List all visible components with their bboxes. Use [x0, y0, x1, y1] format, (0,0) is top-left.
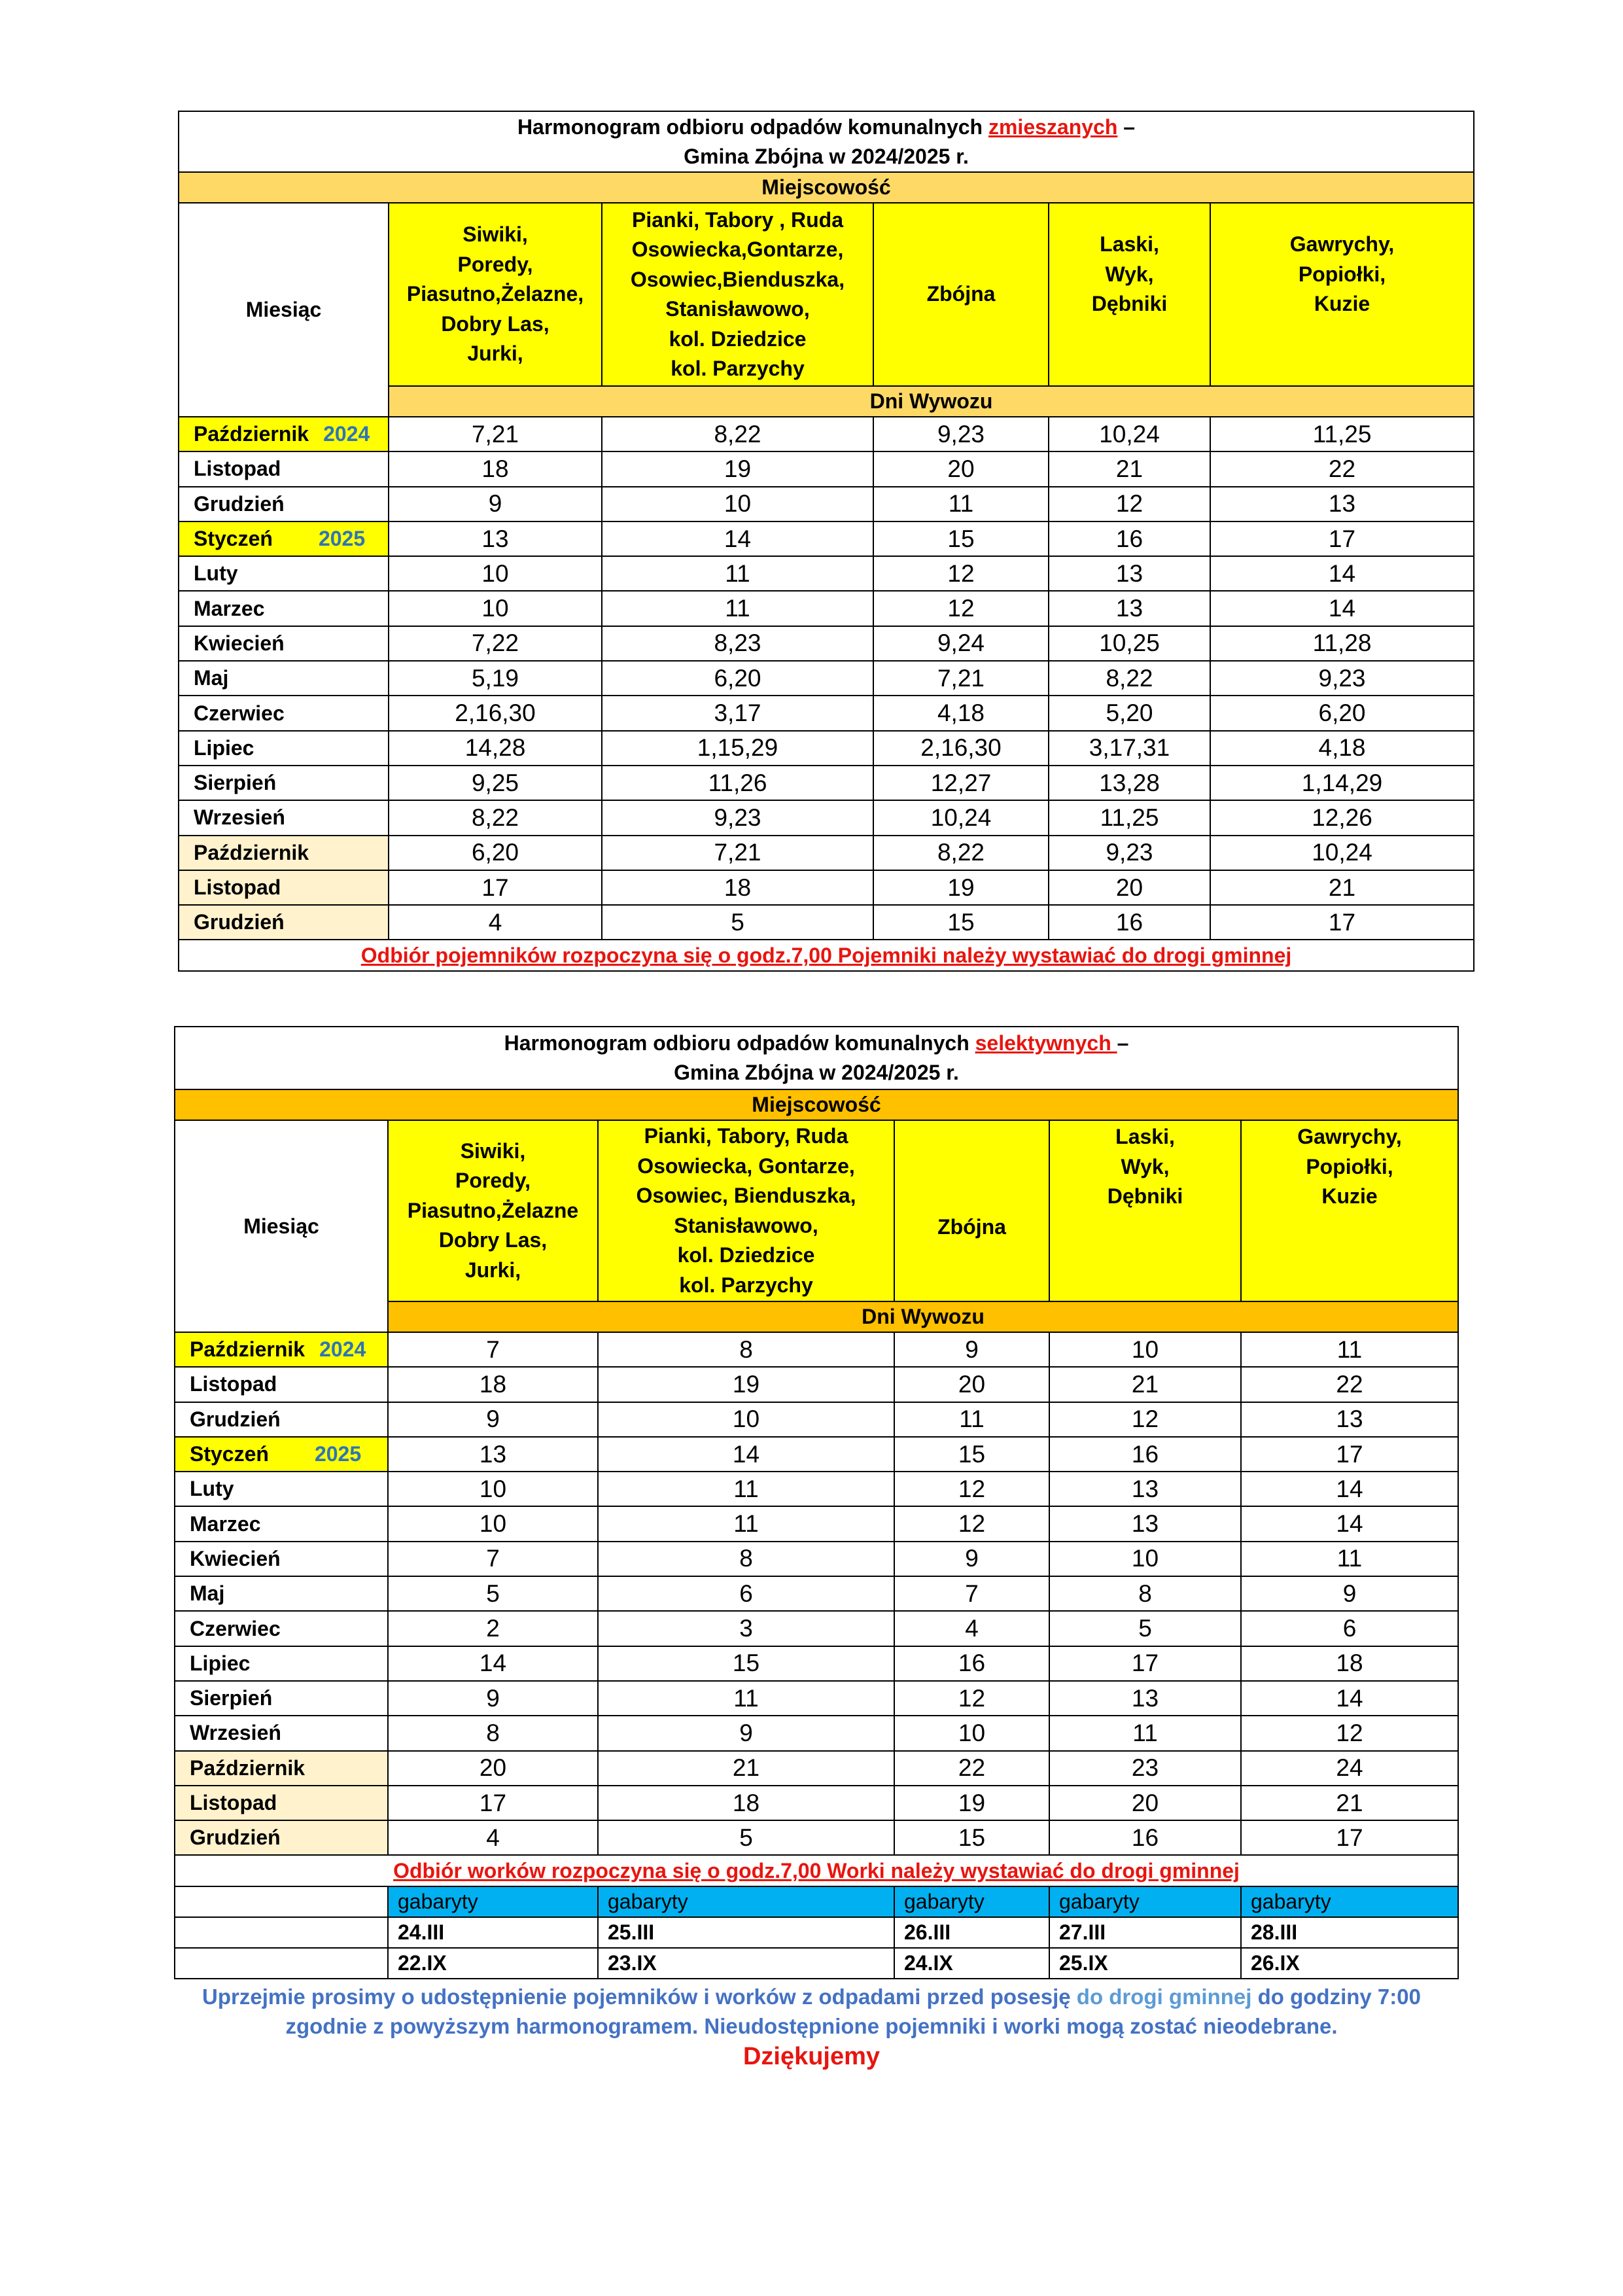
month-label: Sierpień	[194, 771, 277, 795]
month-cell	[179, 521, 389, 556]
month-label: Listopad	[194, 457, 281, 481]
pickup-day-cell: 9	[389, 487, 602, 521]
pickup-day-cell: 21	[598, 1751, 894, 1786]
pickup-day-cell: 11	[1241, 1542, 1458, 1576]
pickup-day-cell: 22	[1210, 451, 1474, 486]
column-header: Siwiki, Poredy, Piasutno,Żelazne, Dobry Las, Jurki,	[389, 203, 602, 386]
pickup-day-cell: 21	[1049, 1367, 1241, 1402]
pickup-day-cell: 10	[1049, 1332, 1241, 1367]
pickup-day-cell: 10	[388, 1472, 598, 1506]
pickup-day-cell: 10	[388, 1506, 598, 1541]
pickup-day-cell: 5,19	[389, 661, 602, 696]
pickup-day-cell: 10,25	[1049, 626, 1210, 661]
pickup-day-cell: 7	[388, 1542, 598, 1576]
month-cell	[179, 556, 389, 591]
column-header: Pianki, Tabory, Ruda Osowiecka, Gontarze, Osowiec, Bienduszka, Stanisławowo, kol. Dziedzice kol. Parzychy	[598, 1120, 894, 1301]
column-header: Zbójna	[873, 203, 1049, 386]
month-label: Kwiecień	[190, 1546, 281, 1570]
table-row	[175, 1542, 1458, 1576]
pickup-day-cell: 17	[388, 1786, 598, 1820]
pickup-day-cell: 13	[1049, 1472, 1241, 1506]
pickup-day-cell: 9	[598, 1716, 894, 1750]
empty-cell	[175, 1886, 388, 1917]
pickup-day-cell: 9	[894, 1332, 1049, 1367]
pickup-day-cell: 5	[1049, 1611, 1241, 1646]
bulky-waste-row	[175, 1886, 1458, 1917]
pickup-day-cell: 16	[1049, 521, 1210, 556]
bulky-label: gabaryty	[1049, 1886, 1241, 1917]
month-cell	[179, 626, 389, 661]
year-label: 2024	[323, 422, 370, 446]
month-cell	[175, 1681, 388, 1716]
pickup-day-cell: 14	[1210, 591, 1474, 626]
table-row	[179, 661, 1474, 696]
month-label: Lipiec	[194, 735, 254, 760]
pickup-day-cell: 9,25	[389, 766, 602, 800]
column-header: Zbójna	[894, 1120, 1049, 1301]
pickup-day-cell: 20	[873, 451, 1049, 486]
pickup-day-cell: 15	[873, 521, 1049, 556]
column-header: Laski, Wyk, Dębniki	[1049, 203, 1210, 386]
pickup-day-cell: 14	[1241, 1681, 1458, 1716]
pickup-day-cell: 8,22	[873, 836, 1049, 870]
pickup-day-cell: 18	[1241, 1646, 1458, 1681]
table-row	[175, 1576, 1458, 1611]
location-header: Miejscowość	[175, 1089, 1458, 1120]
pickup-day-cell: 5	[598, 1820, 894, 1855]
pickup-day-cell: 16	[1049, 1820, 1241, 1855]
pickup-day-cell: 18	[598, 1786, 894, 1820]
empty-cell	[175, 1948, 388, 1979]
pickup-day-cell: 2,16,30	[389, 696, 602, 730]
pickup-day-cell: 13	[1210, 487, 1474, 521]
table-row	[179, 696, 1474, 730]
month-label: Grudzień	[190, 1826, 281, 1850]
pickup-day-cell: 10	[894, 1716, 1049, 1750]
table-row	[175, 1820, 1458, 1855]
month-cell	[175, 1437, 388, 1472]
bulky-date: 23.IX	[598, 1948, 894, 1979]
month-cell	[175, 1611, 388, 1646]
pickup-day-cell: 6,20	[602, 661, 873, 696]
pickup-day-cell: 6,20	[1210, 696, 1474, 730]
days-header: Dni Wywozu	[389, 386, 1474, 417]
pickup-day-cell: 6,20	[389, 836, 602, 870]
table-row	[179, 556, 1474, 591]
month-cell	[179, 417, 389, 451]
table-row	[175, 1472, 1458, 1506]
month-label: Listopad	[190, 1372, 277, 1396]
pickup-day-cell: 11	[598, 1472, 894, 1506]
table-row	[175, 1506, 1458, 1541]
month-cell	[175, 1472, 388, 1506]
pickup-day-cell: 9	[388, 1681, 598, 1716]
pickup-day-cell: 12	[894, 1681, 1049, 1716]
bulky-date: 26.III	[894, 1917, 1049, 1948]
pickup-day-cell: 2	[388, 1611, 598, 1646]
pickup-day-cell: 9	[1241, 1576, 1458, 1611]
pickup-day-cell: 8,22	[1049, 661, 1210, 696]
month-label: Czerwiec	[190, 1616, 281, 1640]
pickup-day-cell: 11	[598, 1506, 894, 1541]
bulky-dates-row	[175, 1917, 1458, 1948]
pickup-day-cell: 19	[598, 1367, 894, 1402]
month-label: Listopad	[190, 1791, 277, 1814]
pickup-day-cell: 10	[598, 1402, 894, 1437]
pickup-day-cell: 19	[602, 451, 873, 486]
pickup-day-cell: 4	[389, 905, 602, 940]
table-row	[179, 800, 1474, 835]
month-cell	[179, 766, 389, 800]
pickup-day-cell: 13	[1049, 556, 1210, 591]
pickup-day-cell: 6	[1241, 1611, 1458, 1646]
mixed-waste-schedule-table	[178, 111, 1475, 972]
pickup-day-cell: 14	[1210, 556, 1474, 591]
month-cell	[175, 1820, 388, 1855]
table-title: Harmonogram odbioru odpadów komunalnych zmieszanych – Gmina Zbójna w 2024/2025 r.	[179, 111, 1474, 172]
pickup-day-cell: 11,25	[1210, 417, 1474, 451]
pickup-day-cell: 17	[1049, 1646, 1241, 1681]
footer-line-1: Uprzejmie prosimy o udostępnienie pojemników i worków z odpadami przed posesję do drogi gminnej do godziny 7:00	[202, 1985, 1421, 2009]
thanks-text: Dziękujemy	[742, 2043, 881, 2070]
pickup-day-cell: 16	[1049, 905, 1210, 940]
month-cell	[179, 451, 389, 486]
table-row	[175, 1367, 1458, 1402]
bulky-date: 22.IX	[388, 1948, 598, 1979]
schedule-rows	[175, 1332, 1458, 1855]
year-label: 2025	[318, 527, 366, 551]
pickup-day-cell: 8	[598, 1542, 894, 1576]
pickup-day-cell: 11	[1241, 1332, 1458, 1367]
pickup-day-cell: 8,23	[602, 626, 873, 661]
pickup-day-cell: 7	[388, 1332, 598, 1367]
bulky-date: 24.III	[388, 1917, 598, 1948]
pickup-day-cell: 11	[602, 591, 873, 626]
pickup-day-cell: 21	[1241, 1786, 1458, 1820]
bulky-date: 24.IX	[894, 1948, 1049, 1979]
bulky-label: gabaryty	[598, 1886, 894, 1917]
table-row	[179, 836, 1474, 870]
month-label: Czerwiec	[194, 701, 285, 725]
pickup-day-cell: 12	[1241, 1716, 1458, 1750]
days-header: Dni Wywozu	[388, 1301, 1458, 1332]
pickup-day-cell: 18	[388, 1367, 598, 1402]
month-label: Marzec	[194, 596, 265, 620]
month-label: Maj	[194, 666, 229, 690]
pickup-day-cell: 10,24	[1049, 417, 1210, 451]
pickup-day-cell: 18	[389, 451, 602, 486]
table-row	[179, 870, 1474, 905]
month-cell	[175, 1506, 388, 1541]
pickup-day-cell: 10	[389, 556, 602, 591]
month-label: Grudzień	[190, 1407, 281, 1431]
pickup-day-cell: 22	[894, 1751, 1049, 1786]
footer-line-2: zgodnie z powyższym harmonogramem. Nieudostępnione pojemniki i worki mogą zostać nieodebrane.	[285, 2014, 1338, 2038]
pickup-day-cell: 5	[388, 1576, 598, 1611]
pickup-day-cell: 20	[1049, 870, 1210, 905]
pickup-day-cell: 16	[894, 1646, 1049, 1681]
pickup-day-cell: 4,18	[1210, 731, 1474, 766]
pickup-day-cell: 15	[894, 1437, 1049, 1472]
month-cell	[175, 1716, 388, 1750]
pickup-day-cell: 17	[1241, 1820, 1458, 1855]
pickup-day-cell: 17	[1210, 905, 1474, 940]
pickup-day-cell: 10	[389, 591, 602, 626]
month-label: Wrzesień	[190, 1721, 281, 1745]
pickup-day-cell: 10	[1049, 1542, 1241, 1576]
selective-waste-schedule-table	[174, 1026, 1459, 1979]
month-label: Sierpień	[190, 1686, 273, 1710]
month-label: Listopad	[194, 875, 281, 899]
month-label: Wrzesień	[194, 805, 285, 830]
pickup-day-cell: 8	[388, 1716, 598, 1750]
pickup-day-cell: 22	[1241, 1367, 1458, 1402]
table-row	[175, 1332, 1458, 1367]
pickup-day-cell: 7,21	[873, 661, 1049, 696]
bulky-label: gabaryty	[388, 1886, 598, 1917]
pickup-day-cell: 12	[1049, 1402, 1241, 1437]
month-label: Październik	[190, 1756, 305, 1780]
pickup-day-cell: 8	[598, 1332, 894, 1367]
month-cell	[179, 487, 389, 521]
empty-cell	[175, 1917, 388, 1948]
month-cell	[179, 870, 389, 905]
pickup-day-cell: 1,15,29	[602, 731, 873, 766]
column-header: Pianki, Tabory , Ruda Osowiecka,Gontarze, Osowiec,Bienduszka, Stanisławowo, kol. Dziedzice kol. Parzychy	[602, 203, 873, 386]
pickup-day-cell: 8	[1049, 1576, 1241, 1611]
table-row	[179, 521, 1474, 556]
pickup-day-cell: 12	[1049, 487, 1210, 521]
pickup-note: Odbiór pojemników rozpoczyna się o godz.7,00 Pojemniki należy wystawiać do drogi gminnej	[179, 940, 1474, 971]
month-cell	[179, 800, 389, 835]
pickup-day-cell: 13	[1049, 591, 1210, 626]
month-cell	[179, 836, 389, 870]
month-cell	[179, 591, 389, 626]
table-row	[179, 487, 1474, 521]
bulky-label: gabaryty	[894, 1886, 1049, 1917]
table-row	[175, 1611, 1458, 1646]
pickup-day-cell: 24	[1241, 1751, 1458, 1786]
column-header: Gawrychy, Popiołki, Kuzie	[1210, 203, 1474, 386]
month-label: Lipiec	[190, 1651, 251, 1675]
pickup-day-cell: 10	[602, 487, 873, 521]
pickup-day-cell: 13	[1049, 1506, 1241, 1541]
pickup-day-cell: 4	[388, 1820, 598, 1855]
schedule-rows	[179, 417, 1474, 940]
table-row	[179, 451, 1474, 486]
pickup-day-cell: 20	[894, 1367, 1049, 1402]
month-cell	[179, 696, 389, 730]
pickup-day-cell: 12	[873, 591, 1049, 626]
month-header: Miesiąc	[175, 1120, 388, 1332]
pickup-day-cell: 17	[1210, 521, 1474, 556]
title-highlight: selektywnych	[975, 1031, 1117, 1055]
pickup-day-cell: 9	[894, 1542, 1049, 1576]
pickup-day-cell: 5,20	[1049, 696, 1210, 730]
pickup-day-cell: 12	[894, 1506, 1049, 1541]
pickup-day-cell: 14	[598, 1437, 894, 1472]
pickup-day-cell: 12	[894, 1472, 1049, 1506]
table-row	[179, 905, 1474, 940]
pickup-day-cell: 7,21	[602, 836, 873, 870]
column-header: Siwiki, Poredy, Piasutno,Żelazne Dobry Las, Jurki,	[388, 1120, 598, 1301]
table-row	[175, 1646, 1458, 1681]
table-row	[179, 731, 1474, 766]
pickup-day-cell: 23	[1049, 1751, 1241, 1786]
pickup-day-cell: 17	[389, 870, 602, 905]
month-cell	[179, 661, 389, 696]
pickup-day-cell: 7,21	[389, 417, 602, 451]
pickup-day-cell: 1,14,29	[1210, 766, 1474, 800]
month-cell	[175, 1786, 388, 1820]
pickup-day-cell: 7	[894, 1576, 1049, 1611]
pickup-day-cell: 8,22	[389, 800, 602, 835]
month-label: Maj	[190, 1581, 225, 1606]
pickup-day-cell: 21	[1210, 870, 1474, 905]
month-label: Październik	[190, 1337, 305, 1362]
month-cell	[175, 1751, 388, 1786]
pickup-day-cell: 9,24	[873, 626, 1049, 661]
month-cell	[175, 1367, 388, 1402]
pickup-day-cell: 13	[389, 521, 602, 556]
table-row	[175, 1716, 1458, 1750]
pickup-day-cell: 17	[1241, 1437, 1458, 1472]
year-label: 2025	[314, 1442, 362, 1466]
pickup-day-cell: 10,24	[1210, 836, 1474, 870]
bulky-date: 27.III	[1049, 1917, 1241, 1948]
month-label: Luty	[194, 561, 238, 586]
month-cell	[175, 1332, 388, 1367]
column-header: Laski, Wyk, Dębniki	[1049, 1120, 1241, 1301]
month-cell	[175, 1402, 388, 1437]
pickup-day-cell: 11	[873, 487, 1049, 521]
pickup-day-cell: 11,25	[1049, 800, 1210, 835]
pickup-day-cell: 7,22	[389, 626, 602, 661]
bulky-label: gabaryty	[1241, 1886, 1458, 1917]
table-row	[179, 417, 1474, 451]
pickup-day-cell: 15	[894, 1820, 1049, 1855]
pickup-day-cell: 3,17	[602, 696, 873, 730]
pickup-day-cell: 4,18	[873, 696, 1049, 730]
month-label: Grudzień	[194, 491, 285, 516]
pickup-day-cell: 14	[388, 1646, 598, 1681]
pickup-day-cell: 2,16,30	[873, 731, 1049, 766]
pickup-day-cell: 9,23	[873, 417, 1049, 451]
bulky-date: 25.IX	[1049, 1948, 1241, 1979]
pickup-day-cell: 11	[602, 556, 873, 591]
month-label: Marzec	[190, 1511, 261, 1536]
pickup-day-cell: 12	[873, 556, 1049, 591]
month-label: Luty	[190, 1477, 234, 1501]
month-cell	[175, 1646, 388, 1681]
table-row	[179, 766, 1474, 800]
pickup-day-cell: 16	[1049, 1437, 1241, 1472]
pickup-day-cell: 13	[1049, 1681, 1241, 1716]
pickup-day-cell: 3	[598, 1611, 894, 1646]
pickup-day-cell: 15	[873, 905, 1049, 940]
month-cell	[179, 905, 389, 940]
bulky-dates-row	[175, 1948, 1458, 1979]
pickup-day-cell: 10,24	[873, 800, 1049, 835]
pickup-day-cell: 13	[1241, 1402, 1458, 1437]
month-cell	[179, 731, 389, 766]
pickup-day-cell: 11	[598, 1681, 894, 1716]
month-label: Październik	[194, 422, 309, 446]
pickup-day-cell: 20	[388, 1751, 598, 1786]
month-header: Miesiąc	[179, 203, 389, 417]
location-header: Miejscowość	[179, 172, 1474, 203]
bulky-date: 25.III	[598, 1917, 894, 1948]
pickup-day-cell: 14	[602, 521, 873, 556]
pickup-day-cell: 19	[873, 870, 1049, 905]
table-row	[175, 1402, 1458, 1437]
pickup-day-cell: 9,23	[1049, 836, 1210, 870]
table-row	[179, 591, 1474, 626]
pickup-day-cell: 14,28	[389, 731, 602, 766]
pickup-note: Odbiór worków rozpoczyna się o godz.7,00 Worki należy wystawiać do drogi gminnej	[175, 1855, 1458, 1886]
pickup-day-cell: 8,22	[602, 417, 873, 451]
pickup-day-cell: 20	[1049, 1786, 1241, 1820]
table-row	[175, 1786, 1458, 1820]
pickup-day-cell: 4	[894, 1611, 1049, 1646]
pickup-day-cell: 6	[598, 1576, 894, 1611]
table-title: Harmonogram odbioru odpadów komunalnych selektywnych – Gmina Zbójna w 2024/2025 r.	[175, 1027, 1458, 1089]
month-label: Październik	[194, 840, 309, 864]
pickup-day-cell: 9	[388, 1402, 598, 1437]
pickup-day-cell: 21	[1049, 451, 1210, 486]
table-row	[179, 626, 1474, 661]
pickup-day-cell: 13	[388, 1437, 598, 1472]
pickup-day-cell: 5	[602, 905, 873, 940]
table-row	[175, 1681, 1458, 1716]
month-label: Kwiecień	[194, 631, 285, 655]
month-cell	[175, 1576, 388, 1611]
pickup-day-cell: 11,26	[602, 766, 873, 800]
pickup-day-cell: 19	[894, 1786, 1049, 1820]
pickup-day-cell: 14	[1241, 1472, 1458, 1506]
pickup-day-cell: 12,26	[1210, 800, 1474, 835]
pickup-day-cell: 9,23	[1210, 661, 1474, 696]
table-row	[175, 1751, 1458, 1786]
pickup-day-cell: 11	[1049, 1716, 1241, 1750]
month-label: Grudzień	[194, 910, 285, 934]
year-label: 2024	[319, 1337, 366, 1362]
pickup-day-cell: 14	[1241, 1506, 1458, 1541]
pickup-day-cell: 12,27	[873, 766, 1049, 800]
table-row	[175, 1437, 1458, 1472]
pickup-day-cell: 11	[894, 1402, 1049, 1437]
title-highlight: zmieszanych	[988, 115, 1118, 139]
pickup-day-cell: 18	[602, 870, 873, 905]
pickup-day-cell: 3,17,31	[1049, 731, 1210, 766]
pickup-day-cell: 13,28	[1049, 766, 1210, 800]
month-label: Styczeń	[190, 1442, 269, 1466]
pickup-day-cell: 11,28	[1210, 626, 1474, 661]
month-label: Styczeń	[194, 527, 273, 551]
pickup-day-cell: 15	[598, 1646, 894, 1681]
bulky-date: 28.III	[1241, 1917, 1458, 1948]
pickup-day-cell: 9,23	[602, 800, 873, 835]
month-cell	[175, 1542, 388, 1576]
bulky-date: 26.IX	[1241, 1948, 1458, 1979]
column-header: Gawrychy, Popiołki, Kuzie	[1241, 1120, 1458, 1301]
